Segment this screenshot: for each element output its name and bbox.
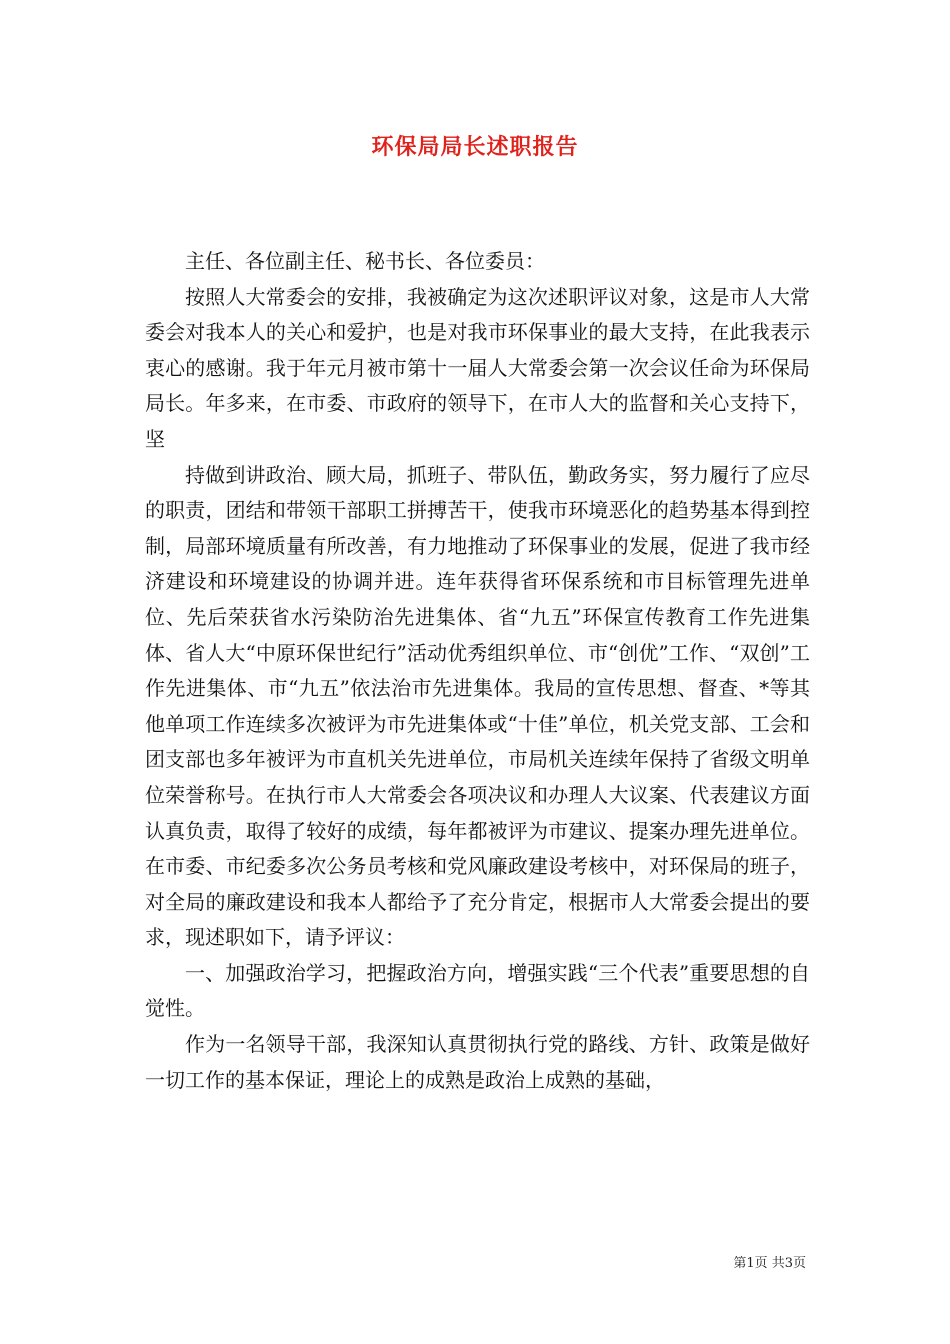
page-title: 环保局局长述职报告	[371, 134, 579, 160]
body-paragraph: 按照人大常委会的安排，我被确定为这次述职评议对象，这是市人大常委会对我本人的关心和爱护，也是对我市环保事业的最大支持，在此我表示衷心的感谢。我于年元月被市第十一届人大常委会第一次会议任命为环保局局长。年多来，在市委、市政府的领导下，在市人大的监督和关心支持下，坚	[145, 284, 810, 451]
document-body	[145, 244, 810, 1098]
section-heading-paragraph: 一、加强政治学习，把握政治方向，增强实践“三个代表”重要思想的自觉性。	[145, 960, 810, 1021]
body-paragraph: 持做到讲政治、顾大局，抓班子、带队伍，勤政务实，努力履行了应尽的职责，团结和带领干部职工拼搏苦干，使我市环境恶化的趋势基本得到控制，局部环境质量有所改善，有力地推动了环保事业的发展，促进了我市经济建设和环境建设的协调并进。连年获得省环保系统和市目标管理先进单位、先后荣获省水污染防治先进集体、省“九五”环保宣传教育工作先进集体、省人大“中原环保世纪行”活动优秀组织单位、市“创优”工作、“双创”工作先进集体、市“九五”依法治市先进集体。我局的宣传思想、督查、*等其他单项工作连续多次被评为市先进集体或“十佳”单位，机关党支部、工会和团支部也多年被评为市直机关先进单位，市局机关连续年保持了省级文明单位荣誉称号。在执行市人大常委会各项决议和办理人大议案、代表建议方面认真负责，取得了较好的成绩，每年都被评为市建议、提案办理先进单位。在市委、市纪委多次公务员考核和党风廉政建设考核中，对环保局的班子，对全局的廉政建设和我本人都给予了充分肯定，根据市人大常委会提出的要求，现述职如下，请予评议：	[145, 462, 810, 950]
body-paragraph: 作为一名领导干部，我深知认真贯彻执行党的路线、方针、政策是做好一切工作的基本保证，理论上的成熟是政治上成熟的基础，	[145, 1032, 810, 1092]
page-number-footer: 第1页 共3页	[733, 1256, 806, 1271]
salutation-paragraph: 主任、各位副主任、秘书长、各位委员：	[185, 249, 545, 273]
